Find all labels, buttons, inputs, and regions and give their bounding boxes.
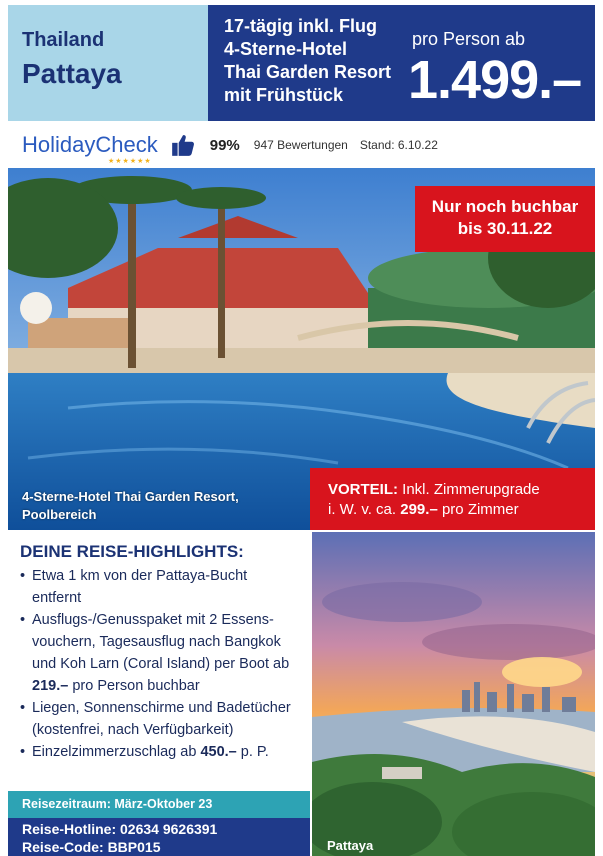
- review-count: 947 Bewertungen: [253, 138, 348, 152]
- offer-line-hotel-class: 4-Sterne-Hotel: [224, 39, 348, 59]
- rating-date: Stand: 6.10.22: [359, 138, 438, 152]
- highlight-price: 219.–: [32, 678, 69, 694]
- holidaycheck-logo: [22, 132, 158, 165]
- highlight-text: Einzelzimmerzuschlag ab: [32, 744, 197, 760]
- pool-photo-caption: [22, 488, 239, 524]
- rating-row: [8, 125, 595, 165]
- offer-line-hotel-name: Thai Garden Resort: [224, 62, 392, 82]
- city-photo-caption: Pattaya: [327, 838, 374, 853]
- thumbs-up-icon: [170, 132, 196, 158]
- highlight-item: [20, 565, 298, 609]
- highlight-text: Liegen, Sonnenschirme und Badetücher (kostenfrei, nach Verfügbarkeit): [32, 700, 291, 738]
- hotline: Reise-Hotline: 02634 9626391: [22, 821, 218, 837]
- advantage-price: 299.–: [400, 501, 438, 518]
- highlight-item: [20, 697, 298, 741]
- city-photo: [312, 532, 595, 856]
- advantage-text-2a: i. W. v. ca.: [328, 501, 397, 518]
- highlight-text: Etwa 1 km von der Pattaya-Bucht entfernt: [32, 568, 248, 606]
- highlight-item: [20, 609, 298, 697]
- header-offer-panel: [208, 5, 595, 121]
- price-value: 1.499.–: [408, 50, 582, 110]
- advantage-label: VORTEIL:: [328, 481, 398, 498]
- holidaycheck-stars: ★★★★★★: [108, 158, 152, 165]
- offer-line-duration: 17-tägig inkl. Flug: [224, 16, 378, 36]
- highlight-text: p. P.: [240, 744, 269, 760]
- booking-deadline-badge: Nur noch buchbar bis 30.11.22: [415, 186, 595, 252]
- per-person-label: pro Person ab: [412, 29, 526, 49]
- advantage-text-1: Inkl. Zimmerupgrade: [402, 481, 540, 498]
- advantage-line2: [328, 500, 585, 520]
- city-title: Pattaya: [22, 58, 122, 89]
- highlights-list: [20, 565, 298, 763]
- highlight-text: Ausflugs-/Genusspaket mit 2 Essensvouchern, Tagesausflug nach Bangkok und Koh Larn (Coral Island) per Boot ab: [32, 612, 290, 672]
- advantage-text-2b: pro Zimmer: [441, 501, 519, 518]
- pool-caption-line2: Poolbereich: [22, 507, 97, 522]
- highlight-item: [20, 741, 298, 763]
- city-sunset-illustration: [312, 532, 595, 856]
- rating-percent: 99%: [209, 136, 240, 154]
- travel-code: Reise-Code: BBP015: [22, 839, 161, 855]
- travel-period-bar: Reisezeitraum: März-Oktober 23: [8, 791, 310, 818]
- highlight-price: 450.–: [200, 744, 237, 760]
- pool-caption-line1: 4-Sterne-Hotel Thai Garden Resort,: [22, 489, 239, 504]
- country-label: Thailand: [22, 29, 105, 51]
- advantage-line1: [328, 480, 585, 500]
- offer-description: [224, 15, 391, 107]
- offer-line-board: mit Frühstück: [224, 85, 344, 105]
- highlights-title: DEINE REISE-HIGHLIGHTS:: [20, 542, 244, 561]
- advantage-badge: [310, 468, 595, 530]
- highlight-text: pro Person buchbar: [72, 678, 200, 694]
- holidaycheck-logo-text: HolidayCheck: [22, 132, 158, 157]
- header-destination-panel: [8, 5, 208, 121]
- trip-highlights: [8, 534, 310, 784]
- contact-bar: [8, 818, 310, 856]
